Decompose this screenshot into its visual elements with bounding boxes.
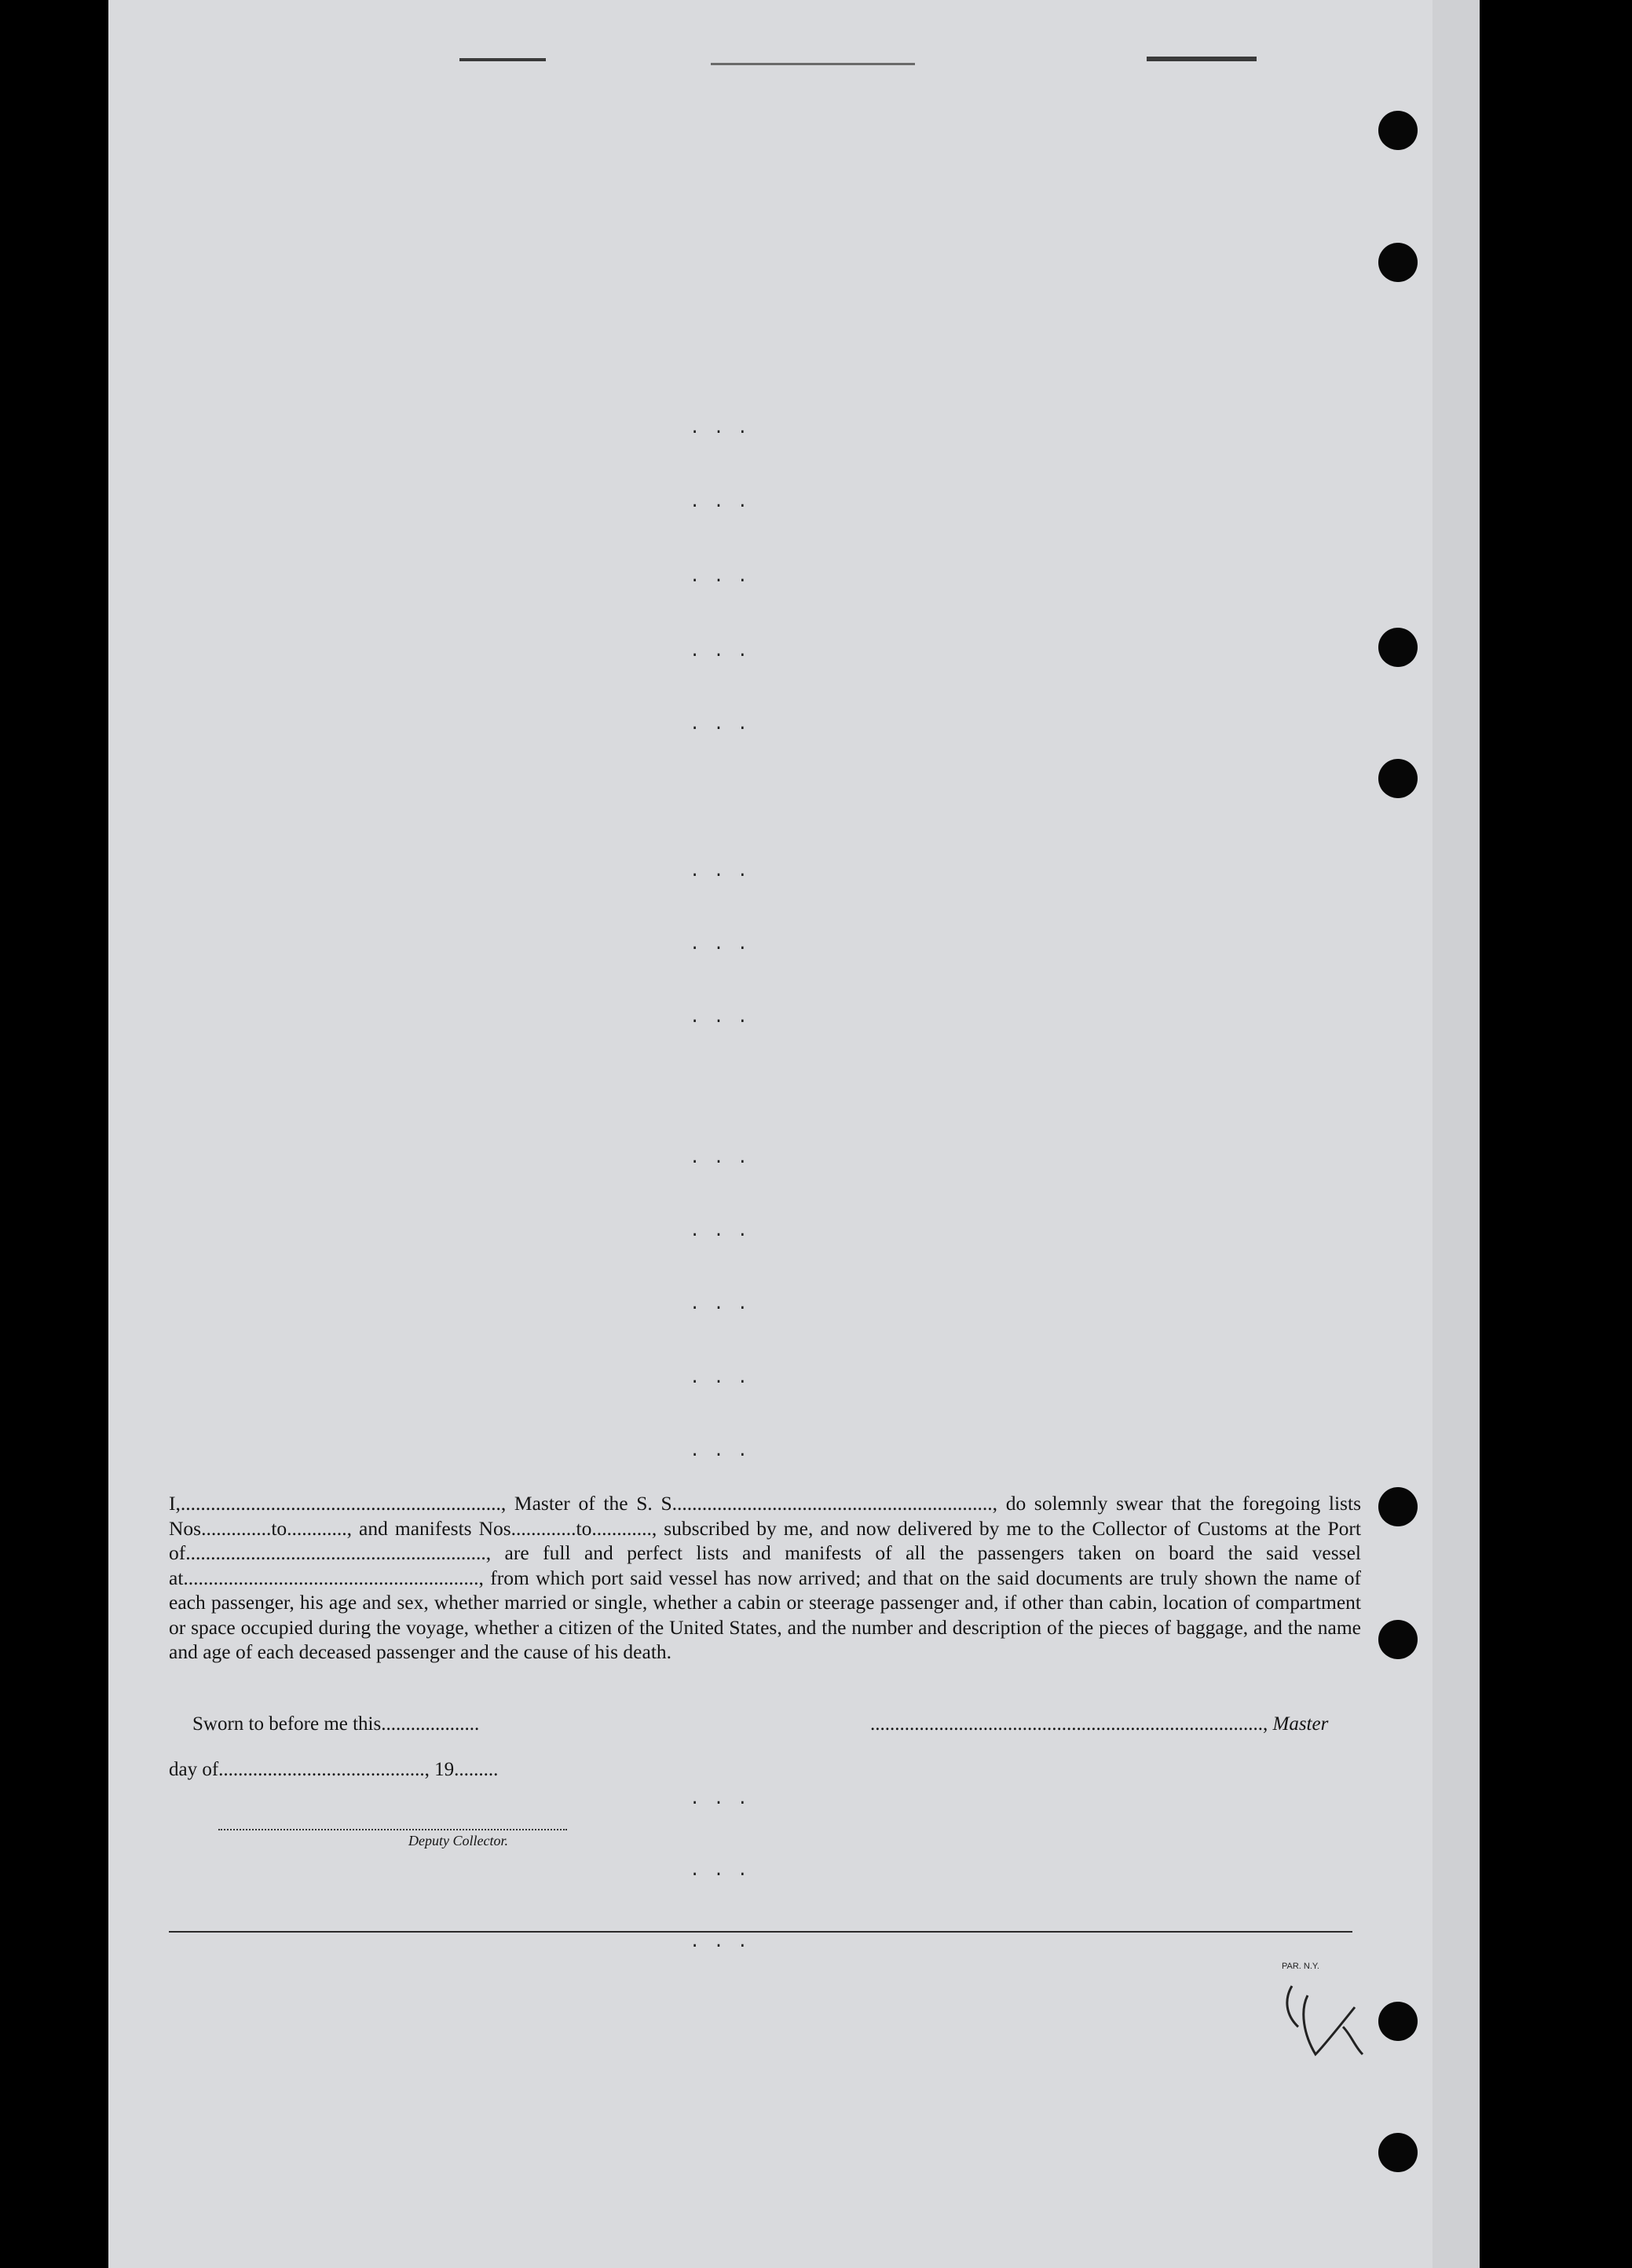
oath-paragraph: I,................................................................, Master of the S. S................................................................, do solemnly swear that the foregoing lists Nos..............to............, and manifests Nos.............to............, subscribed by me, and now delivered by me to the Collector of Customs at the Port of............................................................, are full and perfect lists and manifests of all the passengers taken on board the said vessel at..........................................................., from which port said vessel has now arrived; and that on the said documents are truly shown the name of each passenger, his age and sex, whether married or single, whether a cabin or steerage passenger and, if other than cabin, location of compartment or space occupied during the voyage, whether a citizen of the United States, and the number and description of the pieces of baggage, and the name and age of each deceased passenger and the cause of his death. xyxy=(169,1492,1361,1663)
punch-hole xyxy=(1378,759,1418,798)
master-signature-line xyxy=(870,1713,1328,1735)
deputy-signature-line xyxy=(218,1829,567,1830)
bleed-dots: . . . xyxy=(690,1368,750,1388)
bleed-dots: . . . xyxy=(690,642,750,661)
port-stamp: PAR. N.Y. xyxy=(1282,1962,1319,1971)
bleed-dots: . . . xyxy=(690,1149,750,1168)
bleed-dots: . . . xyxy=(690,1222,750,1241)
punch-hole xyxy=(1378,1620,1418,1659)
bleed-dots: . . . xyxy=(690,1861,750,1881)
page-edge-strip xyxy=(1433,0,1480,2268)
handwritten-signature-mark xyxy=(1276,1980,1370,2066)
punch-hole xyxy=(1378,2133,1418,2172)
bleed-dots: . . . xyxy=(690,493,750,512)
punch-hole xyxy=(1378,2002,1418,2041)
punch-hole xyxy=(1378,1487,1418,1526)
bleed-dots: . . . xyxy=(690,1008,750,1028)
document-page xyxy=(108,0,1480,2268)
punch-hole xyxy=(1378,243,1418,282)
bleed-dots: . . . xyxy=(690,862,750,881)
bleed-dots: . . . xyxy=(690,1295,750,1314)
bleed-dots: . . . xyxy=(690,567,750,587)
deputy-collector-label: Deputy Collector. xyxy=(408,1833,508,1848)
bleed-dots: . . . xyxy=(690,1933,750,1952)
sworn-line: Sworn to before me this.................... xyxy=(192,1713,480,1735)
top-edge-mark xyxy=(459,58,546,61)
punch-hole xyxy=(1378,628,1418,667)
bleed-dots: . . . xyxy=(690,715,750,735)
day-of-line: day of.........................................., 19......... xyxy=(169,1759,499,1780)
top-edge-mark xyxy=(711,63,915,65)
bleed-dots: . . . xyxy=(690,1790,750,1809)
punch-hole xyxy=(1378,111,1418,150)
bleed-dots: . . . xyxy=(690,419,750,438)
bleed-dots: . . . xyxy=(690,1442,750,1461)
bleed-dots: . . . xyxy=(690,935,750,954)
top-edge-mark xyxy=(1147,57,1257,61)
master-dotted-line: ................................................................................, xyxy=(870,1713,1273,1735)
master-label: Master xyxy=(1272,1713,1329,1735)
horizontal-rule xyxy=(169,1931,1352,1933)
